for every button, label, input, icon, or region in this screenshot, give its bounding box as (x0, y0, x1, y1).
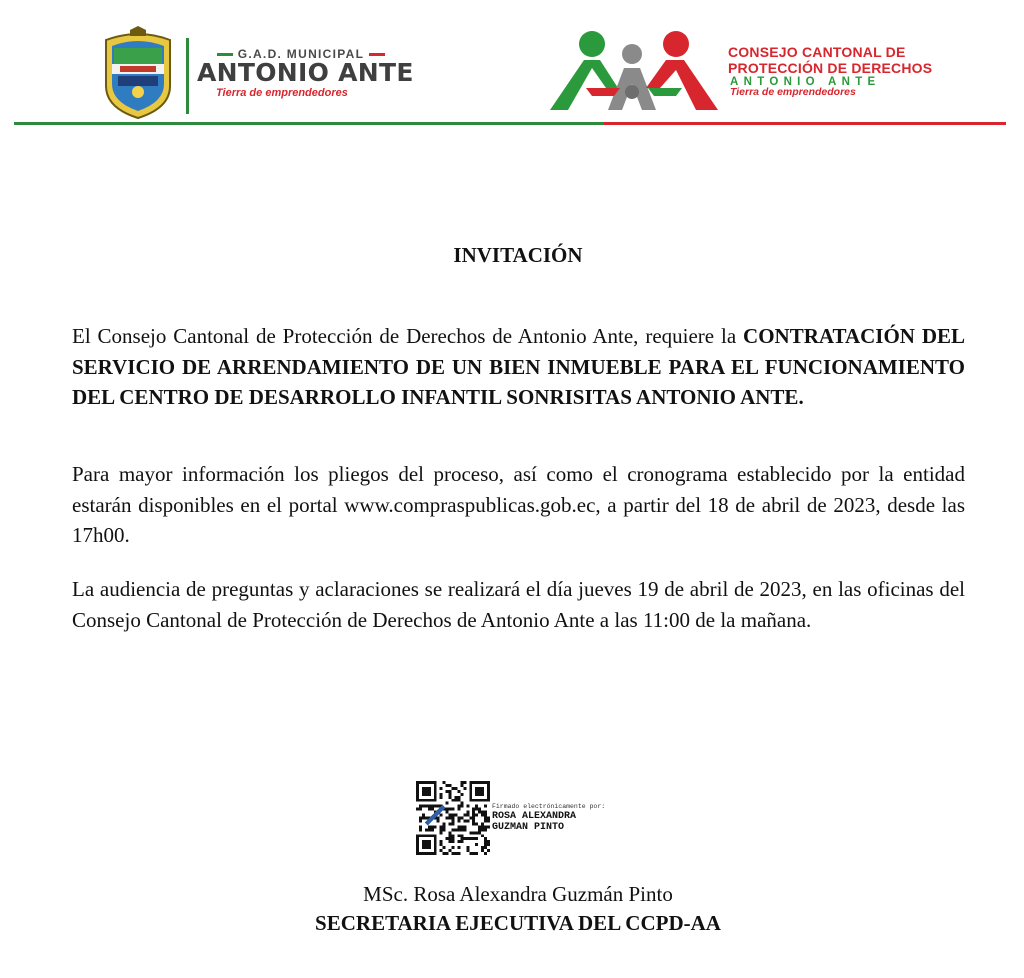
header-rule-green (14, 122, 604, 125)
council-name-line3: ANTONIO ANTE (730, 76, 881, 88)
municipality-small-title: G.A.D. MUNICIPAL (199, 47, 403, 61)
e-sign-name-line1: ROSA ALEXANDRA (492, 811, 577, 822)
red-bar-icon (369, 53, 385, 56)
municipal-shield-logo (96, 26, 180, 120)
document-title: INVITACIÓN (453, 243, 583, 267)
paragraph-requirement (72, 321, 965, 413)
signature-qr-code (416, 781, 490, 855)
green-bar-icon (217, 53, 233, 56)
paragraph-requirement-contract: CONTRATACIÓN DEL SERVICIO DE ARRENDAMIENTO DE UN BIEN INMUEBLE PARA EL FUNCIONAMIENTO DEL CENTRO DE DESARROLLO INFANTIL SONRISITAS ANTONIO ANTE. (72, 324, 966, 409)
e-sign-label: Firmado electrónicamente por: (492, 803, 606, 810)
paragraph-information: Para mayor información los pliegos del proceso, así como el cronograma establecido por la entidad estarán disponibles en el portal www.compraspublicas.gob.ec, a partir del 18 de abril de 2023, desde las 17h00. (72, 462, 965, 547)
paragraph-requirement-intro: El Consejo Cantonal de Protección de Derechos de Antonio Ante, requiere la (72, 324, 737, 348)
signer-name: MSc. Rosa Alexandra Guzmán Pinto (363, 882, 673, 906)
document-header (0, 0, 1024, 130)
paragraph-hearing: La audiencia de preguntas y aclaraciones se realizará el día jueves 19 de abril de 2023, en las oficinas del Consejo Cantonal de Protección de Derechos de Antonio Ante a las 11:00 de la mañana. (72, 577, 965, 632)
council-people-logo (548, 30, 720, 112)
header-rule-red (604, 122, 1006, 125)
council-name-line2: PROTECCIÓN DE DERECHOS (728, 60, 933, 76)
e-sign-name-line2: GUZMAN PINTO (492, 822, 565, 833)
signer-role: SECRETARIA EJECUTIVA DEL CCPD-AA (315, 911, 721, 935)
municipality-name: ANTONIO ANTE (197, 58, 414, 87)
header-vertical-divider (186, 38, 189, 114)
municipality-tagline: Tierra de emprendedores (216, 87, 348, 99)
electronic-signature-stamp (492, 803, 605, 833)
council-tagline: Tierra de emprendedores (730, 86, 856, 98)
council-name-line1: CONSEJO CANTONAL DE (728, 44, 906, 60)
